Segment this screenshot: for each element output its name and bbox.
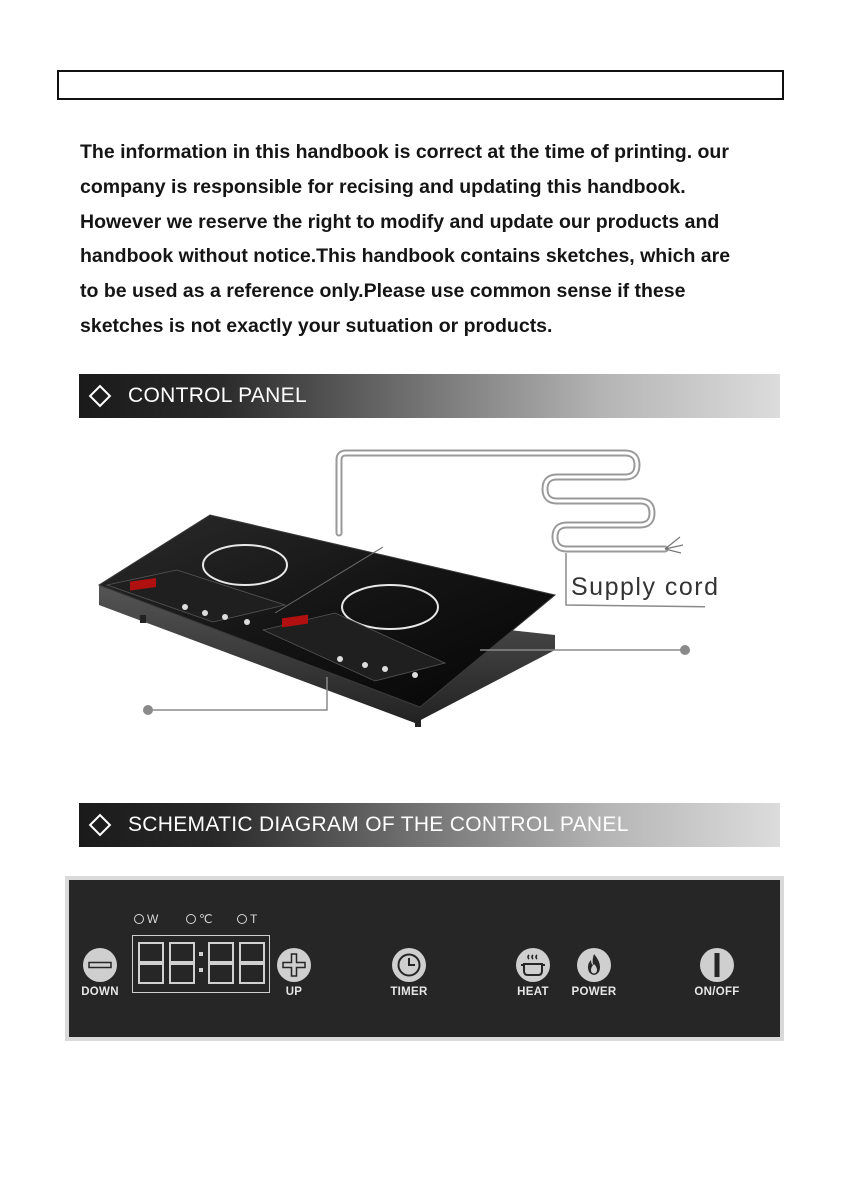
- up-label: UP: [285, 986, 303, 998]
- flame-icon[interactable]: [576, 947, 612, 983]
- intro-line: to be used as a reference only.Please use common sense if these: [80, 280, 686, 303]
- section-title: SCHEMATIC DIAGRAM OF THE CONTROL PANEL: [128, 813, 629, 836]
- control-panel-schematic: [65, 876, 784, 1041]
- indicator-watts: W: [134, 912, 160, 926]
- section-header-schematic: [79, 803, 780, 847]
- section-title: CONTROL PANEL: [128, 384, 307, 407]
- section-header-control-panel: [79, 374, 780, 418]
- timer-label: TIMER: [390, 986, 428, 998]
- pot-icon[interactable]: [515, 947, 551, 983]
- clock-icon[interactable]: [391, 947, 427, 983]
- diamond-icon: [89, 814, 112, 837]
- header-box: [57, 70, 784, 100]
- intro-line: handbook without notice.This handbook contains sketches, which are: [80, 245, 731, 268]
- power-icon[interactable]: [699, 947, 735, 983]
- supply-cord-label: Supply cord: [571, 573, 720, 601]
- heat-label: HEAT: [517, 986, 549, 998]
- diamond-icon: [89, 385, 112, 408]
- down-label: DOWN: [81, 986, 119, 998]
- intro-line: company is responsible for recising and updating this handbook.: [80, 175, 686, 198]
- indicator-temperature: ℃: [186, 912, 214, 926]
- intro-line: The information in this handbook is correct at the time of printing. our: [80, 141, 729, 163]
- intro-line: However we reserve the right to modify and update our products and: [80, 210, 720, 233]
- intro-line: sketches is not exactly your sutuation or products.: [80, 314, 553, 337]
- plus-icon[interactable]: [276, 947, 312, 983]
- digit-display-icon: [133, 936, 269, 992]
- power-label: POWER: [571, 986, 617, 998]
- led-display: [132, 935, 270, 993]
- intro-paragraph: [80, 135, 785, 344]
- onoff-label: ON/OFF: [694, 986, 740, 998]
- indicator-timer: T: [237, 912, 259, 926]
- minus-icon[interactable]: [82, 947, 118, 983]
- control-panel-face: [69, 880, 780, 1037]
